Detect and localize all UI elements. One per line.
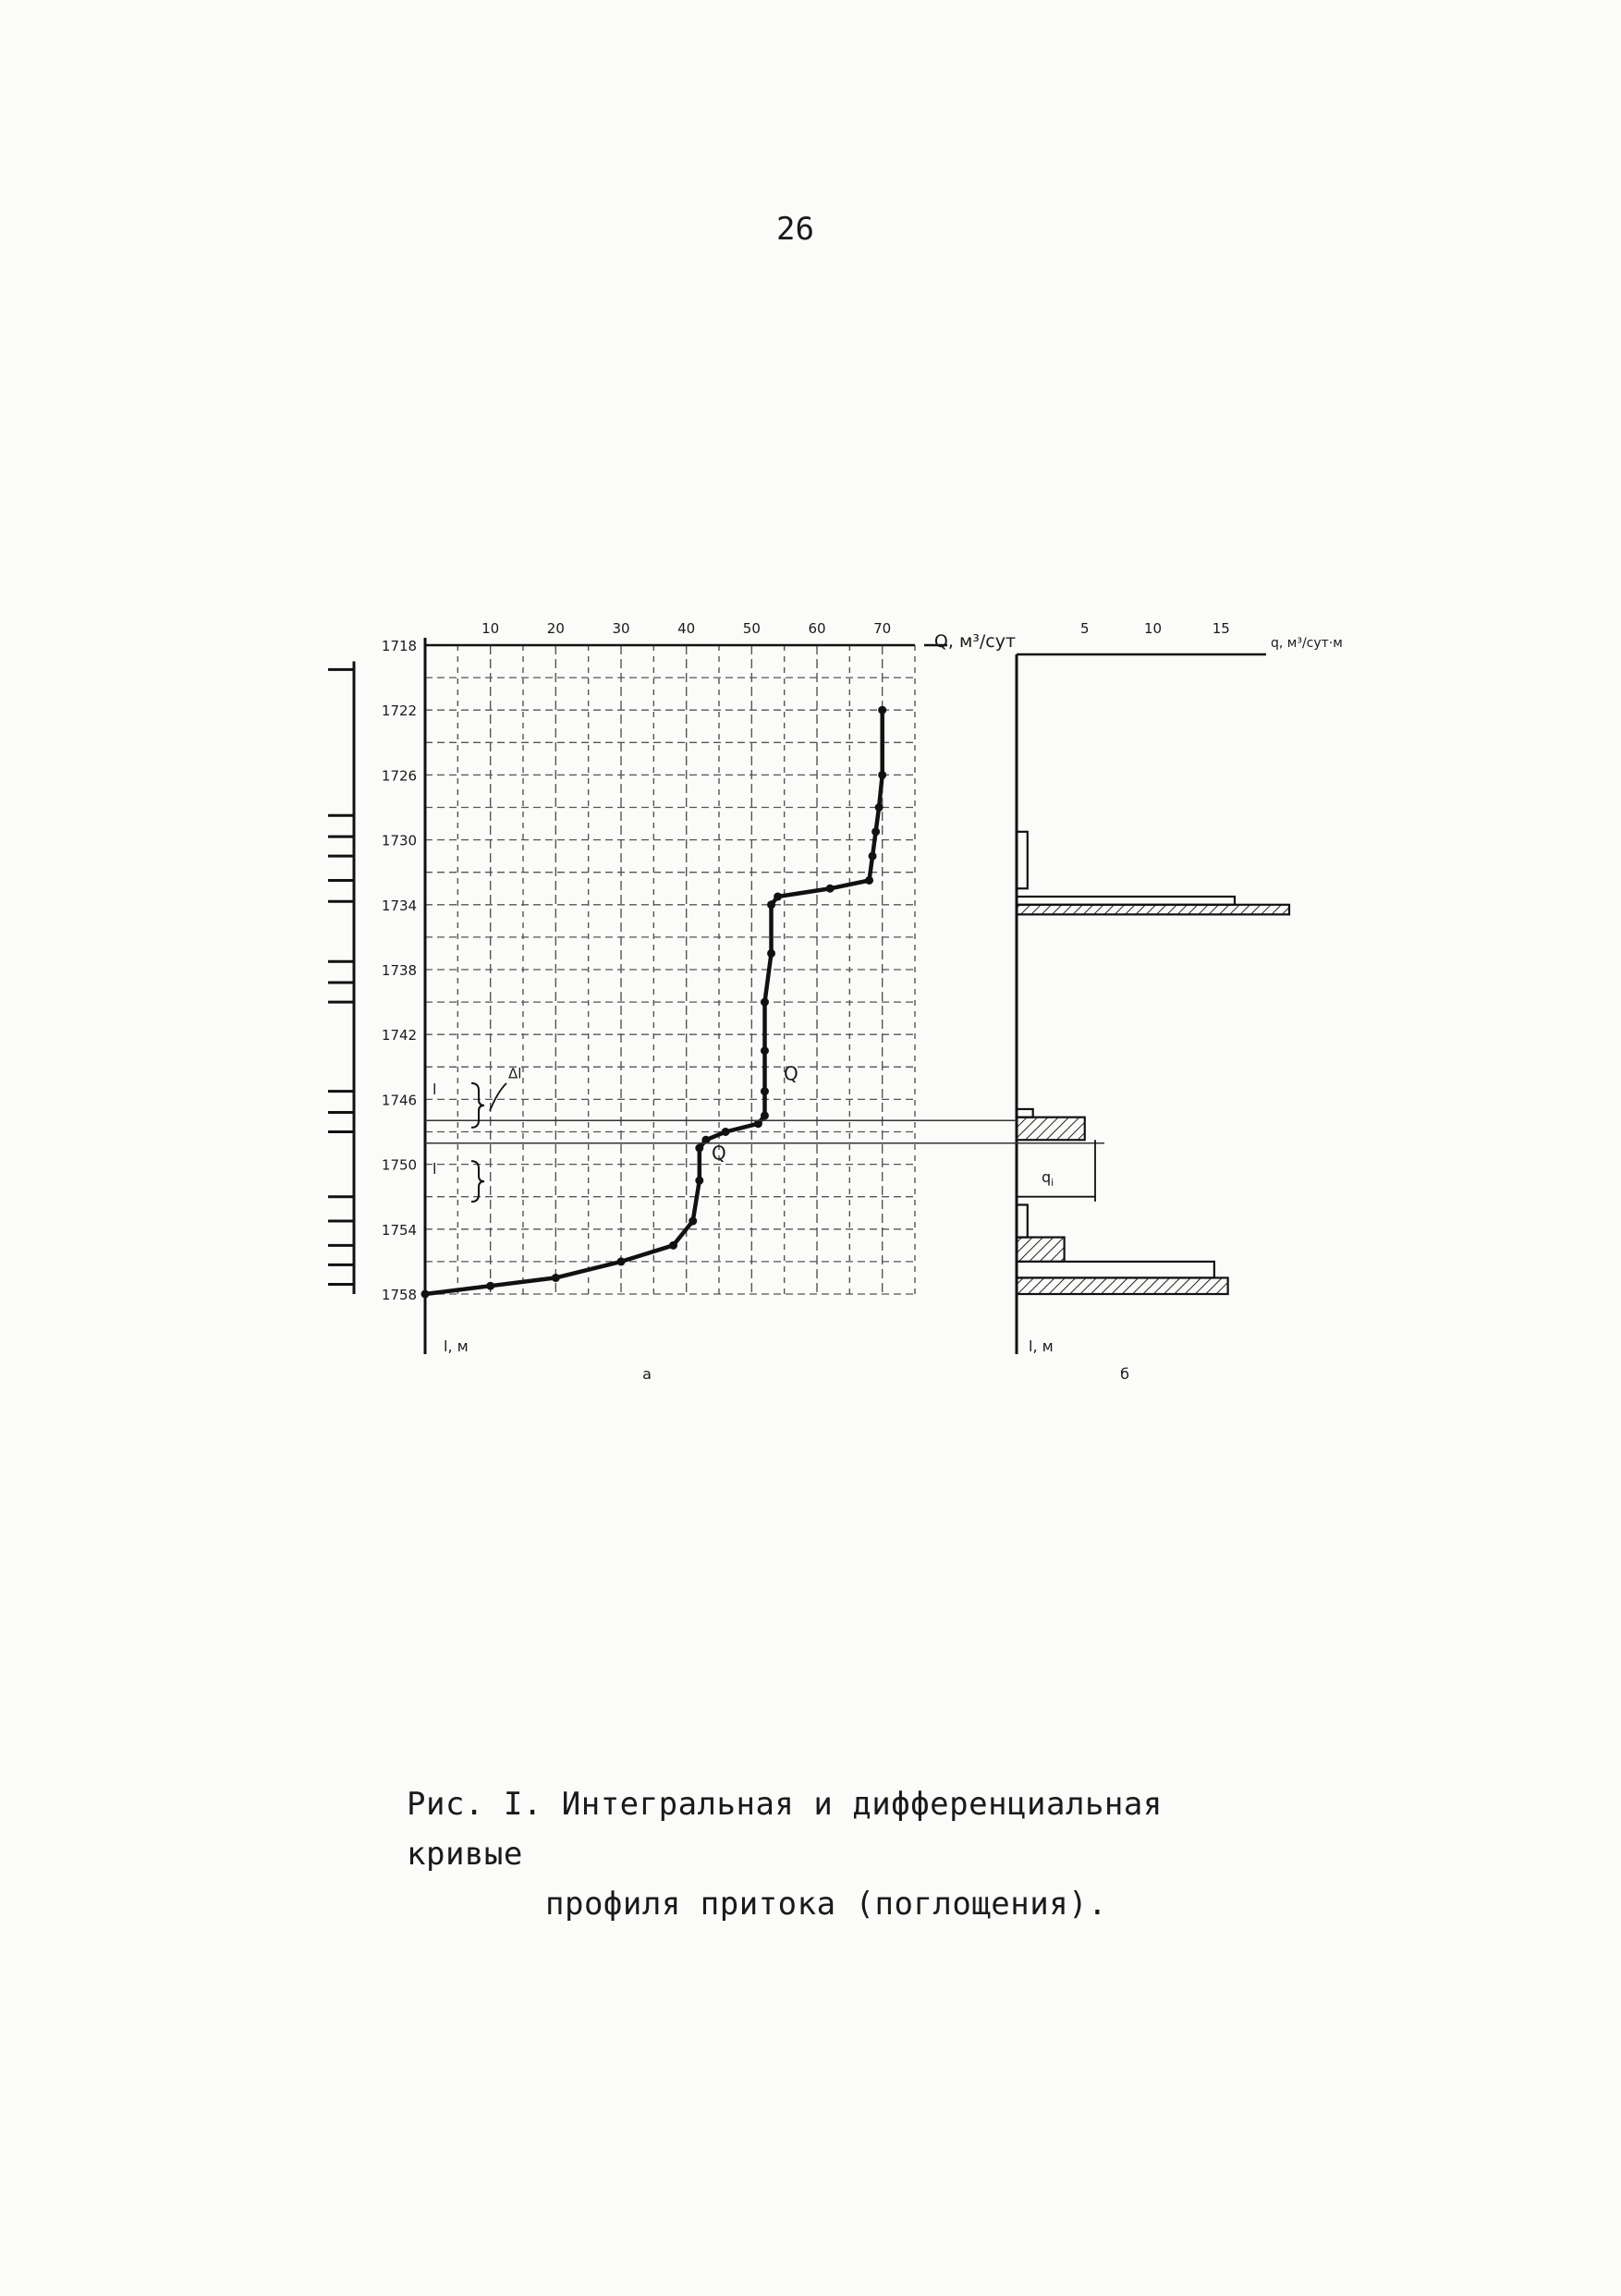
data-point	[878, 771, 886, 779]
data-point	[826, 885, 835, 893]
bar	[1017, 832, 1028, 888]
bar	[1017, 1277, 1228, 1294]
bar	[1017, 1262, 1214, 1278]
x-tick-label: 10	[481, 620, 500, 637]
x-tick-label: 70	[873, 620, 892, 637]
data-point	[486, 1282, 494, 1290]
data-point	[767, 949, 775, 958]
bar	[1017, 1238, 1065, 1262]
data-point	[761, 1111, 769, 1119]
x-tick-label-b: 5	[1079, 620, 1090, 637]
annotation-q-i: $q_i$	[1042, 1167, 1054, 1189]
data-point	[767, 900, 775, 909]
y-axis-label: l, м	[444, 1337, 469, 1355]
data-point	[421, 1290, 430, 1299]
x-axis-label-b: q, м³/сут·м	[1271, 636, 1343, 651]
figure-caption	[407, 1779, 1285, 1929]
x-tick-label: 50	[742, 620, 761, 637]
data-point	[865, 876, 873, 885]
data-point	[878, 706, 886, 714]
data-point	[552, 1274, 560, 1282]
page-number: 26	[776, 211, 814, 248]
y-tick-label: 1730	[381, 832, 418, 849]
x-tick-label: 20	[546, 620, 565, 637]
y-tick-label: 1750	[381, 1156, 418, 1174]
y-tick-label: 1754	[381, 1221, 418, 1239]
caption-line-1: Рис. I. Интегральная и дифференциальная кривые	[407, 1786, 1163, 1873]
delta-l-pointer	[490, 1083, 506, 1111]
data-point	[871, 827, 880, 836]
x-tick-label: 60	[808, 620, 826, 637]
annotation-Q-upper: Q	[784, 1062, 798, 1085]
data-point	[617, 1257, 626, 1265]
data-point	[774, 893, 782, 901]
annotation-Q-lower: Q	[712, 1142, 726, 1165]
panel-label-a: a	[642, 1365, 652, 1383]
differential-curve-chart	[1017, 620, 1343, 1355]
annotation-q-i-sub: i	[1051, 1176, 1054, 1189]
depth-interval-marks	[328, 662, 354, 1294]
y-tick-label: 1746	[381, 1092, 418, 1109]
y-tick-label: 1726	[381, 767, 418, 785]
bar	[1017, 897, 1235, 905]
y-axis-label-b: l, м	[1029, 1337, 1054, 1355]
integral-curve-chart	[328, 620, 1016, 1355]
data-point	[875, 803, 884, 812]
data-point	[761, 998, 769, 1007]
panel-label-b: б	[1120, 1365, 1129, 1383]
data-point	[689, 1217, 697, 1226]
data-point	[695, 1144, 703, 1153]
brace-lower	[471, 1161, 484, 1202]
data-point	[869, 852, 877, 861]
bar	[1017, 905, 1289, 915]
data-point	[669, 1241, 677, 1250]
x-tick-label: 40	[677, 620, 696, 637]
y-tick-label: 1742	[381, 1027, 418, 1044]
data-point	[761, 1087, 769, 1095]
data-point	[695, 1177, 703, 1185]
annotation-l-bottom: l	[433, 1160, 437, 1179]
x-tick-label-b: 10	[1143, 620, 1163, 637]
y-tick-label: 1738	[381, 962, 418, 979]
bar	[1017, 1204, 1028, 1237]
bar	[1017, 1109, 1033, 1117]
data-point	[722, 1128, 730, 1136]
annotation-l-top: l	[433, 1081, 437, 1099]
caption-line-2: профиля притока (поглощения).	[545, 1886, 1108, 1923]
bar	[1017, 1117, 1085, 1141]
y-tick-label: 1722	[381, 702, 418, 720]
x-tick-label: 30	[612, 620, 630, 637]
data-point	[761, 1046, 769, 1055]
x-axis-label: Q, м³/сут	[933, 631, 1017, 652]
x-tick-label-b: 15	[1212, 620, 1230, 637]
y-tick-label: 1718	[381, 638, 418, 654]
y-tick-label: 1734	[381, 897, 418, 914]
annotation-delta-l: Δl	[508, 1065, 522, 1082]
annotations	[425, 1062, 1129, 1383]
y-tick-label: 1758	[381, 1287, 418, 1303]
